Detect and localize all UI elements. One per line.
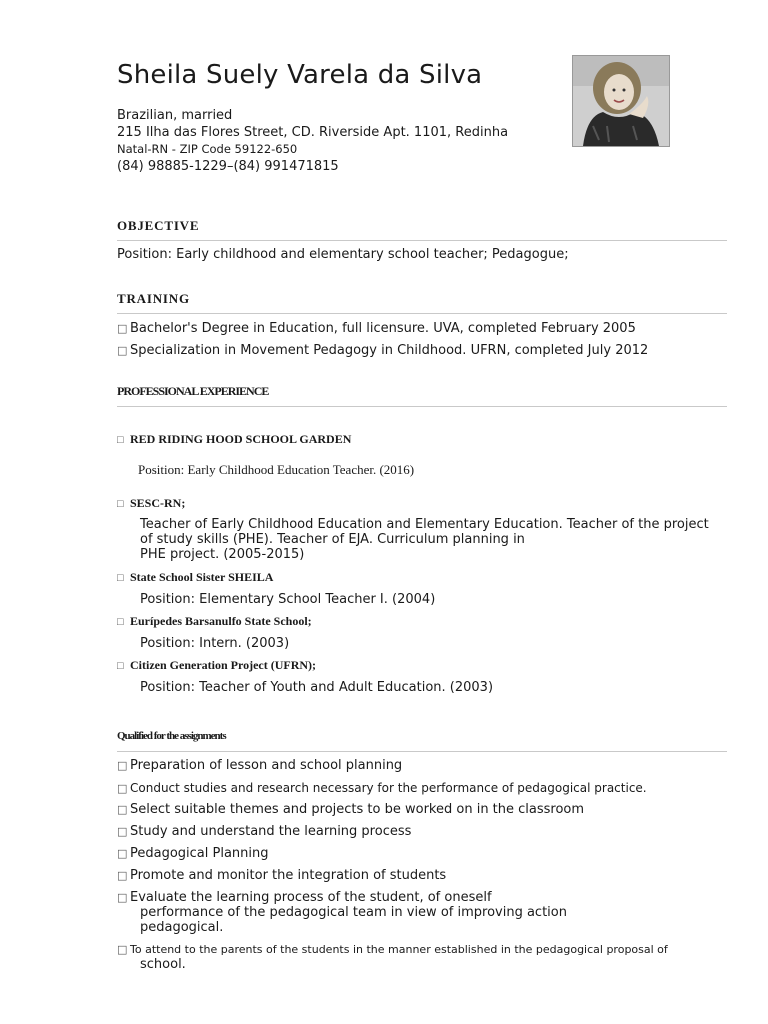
experience-position: Position: Intern. (2003) — [140, 636, 290, 651]
list-item-continuation: pedagogical. — [140, 920, 224, 935]
experience-heading: PROFESSIONAL EXPERIENCE — [117, 384, 269, 398]
checkbox-bullet-icon: □ — [117, 759, 128, 772]
objective-text: Position: Early childhood and elementary school teacher; Pedagogue; — [117, 247, 569, 262]
experience-org: □ State School Sister SHEILA — [117, 570, 274, 584]
section-divider — [117, 313, 727, 314]
section-divider — [117, 751, 727, 752]
list-item-continuation: school. — [140, 957, 186, 972]
list-item-continuation: performance of the pedagogical team in view of improving action — [140, 905, 567, 920]
city-zip-line: Natal-RN - ZIP Code 59122-650 — [117, 142, 298, 156]
list-item: □ To attend to the parents of the students in the manner established in the pedagogical proposal of — [117, 943, 668, 956]
portrait-image — [573, 56, 669, 146]
checkbox-bullet-icon: □ — [117, 825, 128, 838]
list-item: □ Specialization in Movement Pedagogy in Childhood. UFRN, completed July 2012 — [117, 343, 649, 358]
checkbox-bullet-icon: □ — [117, 782, 128, 795]
checkbox-bullet-icon: □ — [117, 616, 124, 628]
checkbox-bullet-icon: □ — [117, 803, 128, 816]
checkbox-bullet-icon: □ — [117, 572, 124, 584]
training-heading: TRAINING — [117, 291, 190, 306]
experience-org: □ Citizen Generation Project (UFRN); — [117, 658, 317, 672]
profile-photo — [572, 55, 670, 147]
checkbox-bullet-icon: □ — [117, 660, 124, 672]
objective-heading: OBJECTIVE — [117, 218, 200, 233]
candidate-name: Sheila Suely Varela da Silva — [117, 60, 483, 90]
address-line: 215 Ilha das Flores Street, CD. Riverside Apt. 1101, Redinha — [117, 125, 509, 140]
experience-org: □ RED RIDING HOOD SCHOOL GARDEN — [117, 432, 352, 446]
checkbox-bullet-icon: □ — [117, 869, 128, 882]
checkbox-bullet-icon: □ — [117, 344, 128, 357]
experience-description: of study skills (PHE). Teacher of EJA. Curriculum planning in — [140, 532, 525, 547]
checkbox-bullet-icon: □ — [117, 498, 124, 510]
checkbox-bullet-icon: □ — [117, 891, 128, 904]
list-item: □ Preparation of lesson and school planning — [117, 758, 403, 773]
list-item: □ Study and understand the learning process — [117, 824, 412, 839]
list-item: □ Bachelor's Degree in Education, full licensure. UVA, completed February 2005 — [117, 321, 636, 336]
checkbox-bullet-icon: □ — [117, 847, 128, 860]
section-divider — [117, 240, 727, 241]
checkbox-bullet-icon: □ — [117, 322, 128, 335]
experience-position: Position: Teacher of Youth and Adult Education. (2003) — [140, 680, 494, 695]
experience-position: Position: Early Childhood Education Teacher. (2016) — [138, 462, 415, 477]
experience-description: Teacher of Early Childhood Education and Elementary Education. Teacher of the project — [140, 517, 709, 532]
list-item: □ Conduct studies and research necessary for the performance of pedagogical practice. — [117, 781, 647, 795]
section-divider — [117, 406, 727, 407]
experience-org: □ Eurípedes Barsanulfo State School; — [117, 614, 312, 628]
phone-numbers: (84) 98885-1229–(84) 991471815 — [117, 159, 339, 174]
list-item: □ Promote and monitor the integration of students — [117, 868, 447, 883]
checkbox-bullet-icon: □ — [117, 943, 128, 956]
checkbox-bullet-icon: □ — [117, 434, 124, 446]
list-item: □ Pedagogical Planning — [117, 846, 269, 861]
experience-description: PHE project. (2005-2015) — [140, 547, 305, 562]
qualified-heading: Qualified for the assignments — [117, 730, 226, 742]
experience-org: □ SESC-RN; — [117, 496, 186, 510]
list-item: □ Select suitable themes and projects to be worked on in the classroom — [117, 802, 585, 817]
list-item: □ Evaluate the learning process of the student, of oneself — [117, 890, 492, 905]
experience-position: Position: Elementary School Teacher I. (2004) — [140, 592, 436, 607]
personal-status: Brazilian, married — [117, 108, 233, 123]
